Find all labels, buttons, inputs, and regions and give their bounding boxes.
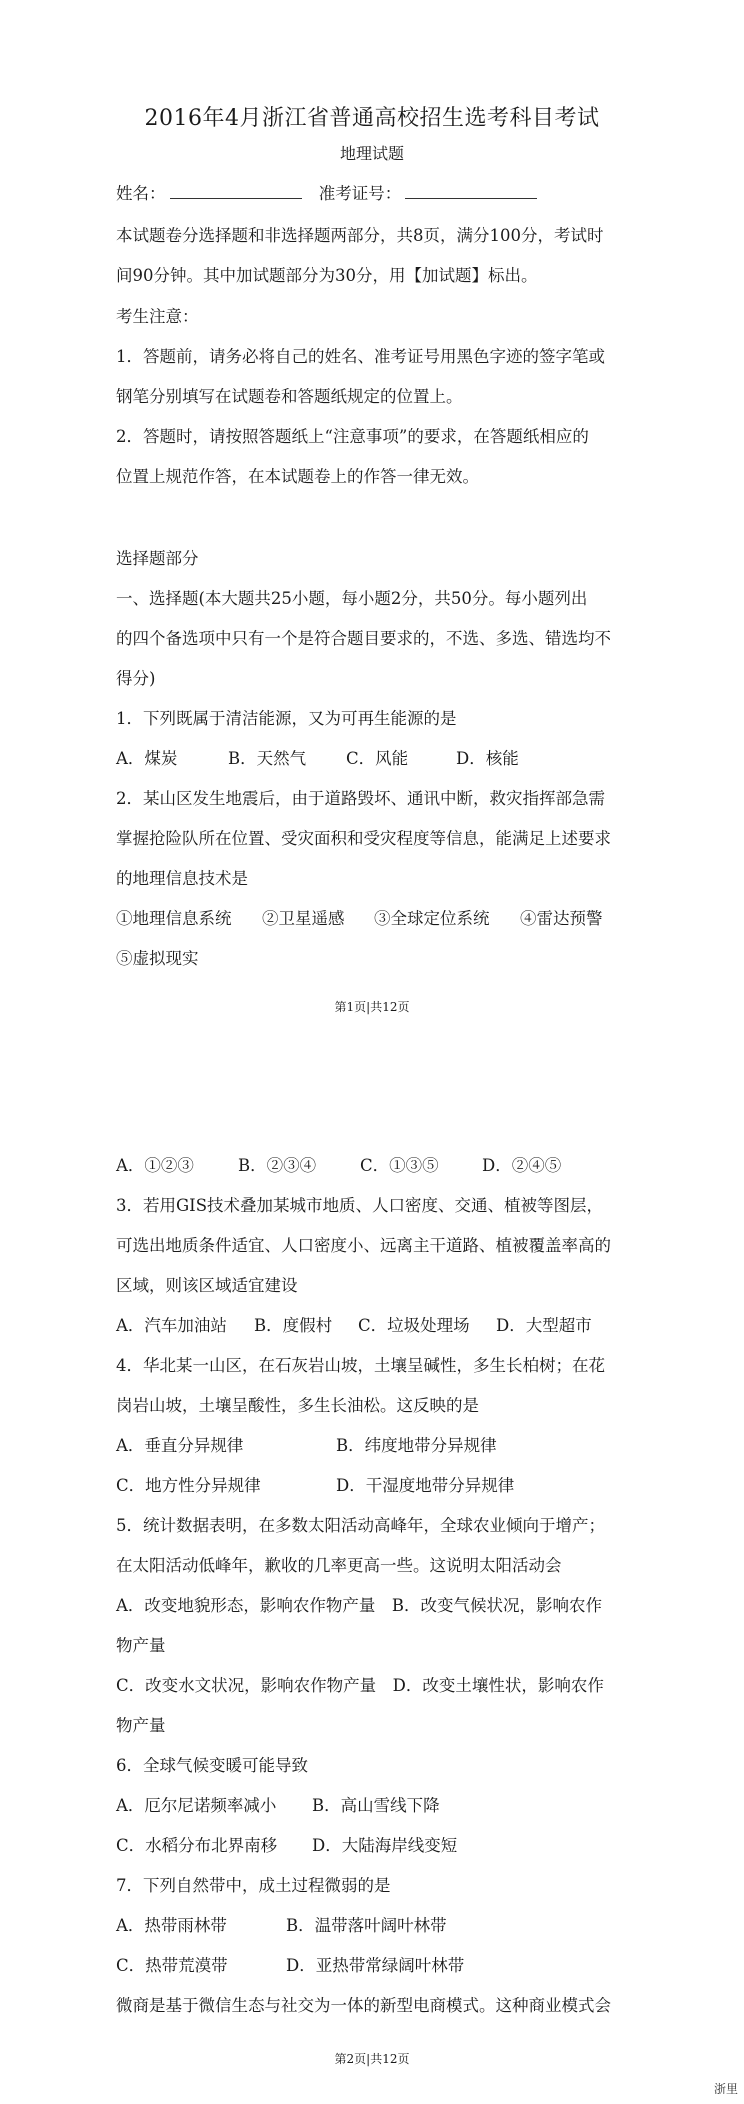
- option: B．纬度地带分异规律: [336, 1436, 497, 1455]
- question-3-line: 可选出地质条件适宜、人口密度小、远离主干道路、植被覆盖率高的: [116, 1236, 611, 1255]
- option: C．①③⑤: [360, 1156, 439, 1175]
- exam-id-blank: [405, 184, 537, 199]
- option: D．②④⑤: [482, 1156, 562, 1175]
- question-1-stem: 1．下列既属于清洁能源，又为可再生能源的是: [116, 709, 457, 728]
- candidate-info-row: [116, 180, 636, 204]
- question-6-options-row-2: [116, 1832, 636, 1856]
- page-1-footer: 第1页|共12页: [334, 1000, 410, 1014]
- option: A．厄尔尼诺频率减小: [116, 1796, 277, 1815]
- option: B．高山雪线下降: [312, 1796, 440, 1815]
- item: ④雷达预警: [520, 909, 603, 928]
- question-7-options-row-1: [116, 1912, 636, 1936]
- option: B．温带落叶阔叶林带: [286, 1916, 447, 1935]
- question-2-options: [116, 1152, 636, 1176]
- item: ③全球定位系统: [374, 909, 490, 928]
- question-5-option-line: A．改变地貌形态，影响农作物产量 B．改变气候状况，影响农作: [116, 1596, 603, 1615]
- name-blank: [170, 184, 302, 199]
- option: C．热带荒漠带: [116, 1956, 228, 1975]
- notice-line: 1．答题前，请务必将自己的姓名、准考证号用黑色字迹的签字笔或: [116, 347, 605, 366]
- exam-subtitle: 地理试题: [339, 144, 404, 163]
- part-line: 的四个备选项中只有一个是符合题目要求的，不选、多选、错选均不: [116, 629, 611, 648]
- question-5-option-line: 物产量: [116, 1716, 166, 1735]
- question-7-stem: 7．下列自然带中，成土过程微弱的是: [116, 1876, 391, 1895]
- notice-line: 位置上规范作答，在本试题卷上的作答一律无效。: [116, 467, 479, 486]
- option: A．①②③: [116, 1156, 194, 1175]
- question-2-line: 的地理信息技术是: [116, 869, 248, 888]
- option: D．大型超市: [496, 1316, 592, 1335]
- option: C．水稻分布北界南移: [116, 1836, 278, 1855]
- option: D．亚热带常绿阔叶林带: [286, 1956, 465, 1975]
- option: C．垃圾处理场: [358, 1316, 470, 1335]
- page-2-footer: 第2页|共12页: [334, 2052, 410, 2066]
- question-3-line: 区域，则该区域适宜建设: [116, 1276, 298, 1295]
- page-1: [0, 0, 744, 1014]
- question-2-item-5: ⑤虚拟现实: [116, 949, 199, 968]
- question-4-line: 岗岩山坡，土壤呈酸性，多生长油松。这反映的是: [116, 1396, 479, 1415]
- question-4-options-row-1: [116, 1432, 636, 1456]
- exam-id-label: 准考证号：: [318, 184, 402, 203]
- option: A．热带雨林带: [116, 1916, 227, 1935]
- notice-line: 2．答题时，请按照答题纸上“注意事项”的要求，在答题纸相应的: [116, 427, 589, 446]
- question-5-option-line: C．改变水文状况，影响农作物产量 D．改变土壤性状，影响农作: [116, 1676, 604, 1695]
- page-2: [0, 1100, 744, 2104]
- question-6-stem: 6．全球气候变暖可能导致: [116, 1756, 308, 1775]
- option: D．核能: [456, 749, 519, 768]
- question-6-options-row-1: [116, 1792, 636, 1816]
- part-line: 一、选择题(本大题共25小题，每小题2分，共50分。每小题列出: [116, 589, 588, 608]
- question-4-line: 4．华北某一山区，在石灰岩山坡，土壤呈碱性，多生长柏树；在花: [116, 1356, 605, 1375]
- option: B．天然气: [228, 749, 307, 768]
- notice-line: 钢笔分别填写在试题卷和答题纸规定的位置上。: [116, 387, 463, 406]
- notice-heading: 考生注意：: [116, 307, 199, 326]
- option: C．风能: [346, 749, 409, 768]
- option: D．干湿度地带分异规律: [336, 1476, 515, 1495]
- item: ②卫星遥感: [262, 909, 345, 928]
- item: ①地理信息系统: [116, 909, 232, 928]
- question-2-line: 2．某山区发生地震后，由于道路毁坏、通讯中断，救灾指挥部急需: [116, 789, 605, 808]
- exam-title: 2016年4月浙江省普通高校招生选考科目考试: [144, 106, 600, 131]
- option: B．②③④: [238, 1156, 317, 1175]
- question-7-options-row-2: [116, 1952, 636, 1976]
- question-3-line: 3．若用GIS技术叠加某城市地质、人口密度、交通、植被等图层，: [116, 1196, 603, 1215]
- option: A．汽车加油站: [116, 1316, 227, 1335]
- question-2-line: 掌握抢险队所在位置、受灾面积和受灾程度等信息，能满足上述要求: [116, 829, 611, 848]
- option: C．地方性分异规律: [116, 1476, 261, 1495]
- passage-line: 微商是基于微信生态与社交为一体的新型电商模式。这种商业模式会: [116, 1996, 611, 2015]
- intro-line: 本试题卷分选择题和非选择题两部分，共8页，满分100分，考试时: [116, 226, 604, 245]
- option: A．垂直分异规律: [116, 1436, 244, 1455]
- intro-line: 间90分钟。其中加试题部分为30分，用【加试题】标出。: [116, 266, 538, 285]
- name-label: 姓名：: [116, 184, 166, 203]
- question-1-options: [116, 745, 636, 769]
- question-5-option-line: 物产量: [116, 1636, 166, 1655]
- question-2-items: [116, 905, 636, 929]
- option: A．煤炭: [116, 749, 178, 768]
- option: B．度假村: [254, 1316, 333, 1335]
- option: D．大陆海岸线变短: [312, 1836, 458, 1855]
- section-heading: 选择题部分: [116, 549, 199, 568]
- question-4-options-row-2: [116, 1472, 636, 1496]
- part-line: 得分): [116, 669, 156, 688]
- question-3-options: [116, 1312, 636, 1336]
- question-5-line: 在太阳活动低峰年，歉收的几率更高一些。这说明太阳活动会: [116, 1556, 562, 1575]
- question-5-line: 5．统计数据表明，在多数太阳活动高峰年，全球农业倾向于增产；: [116, 1516, 605, 1535]
- corner-watermark-text: 浙里: [713, 2082, 738, 2096]
